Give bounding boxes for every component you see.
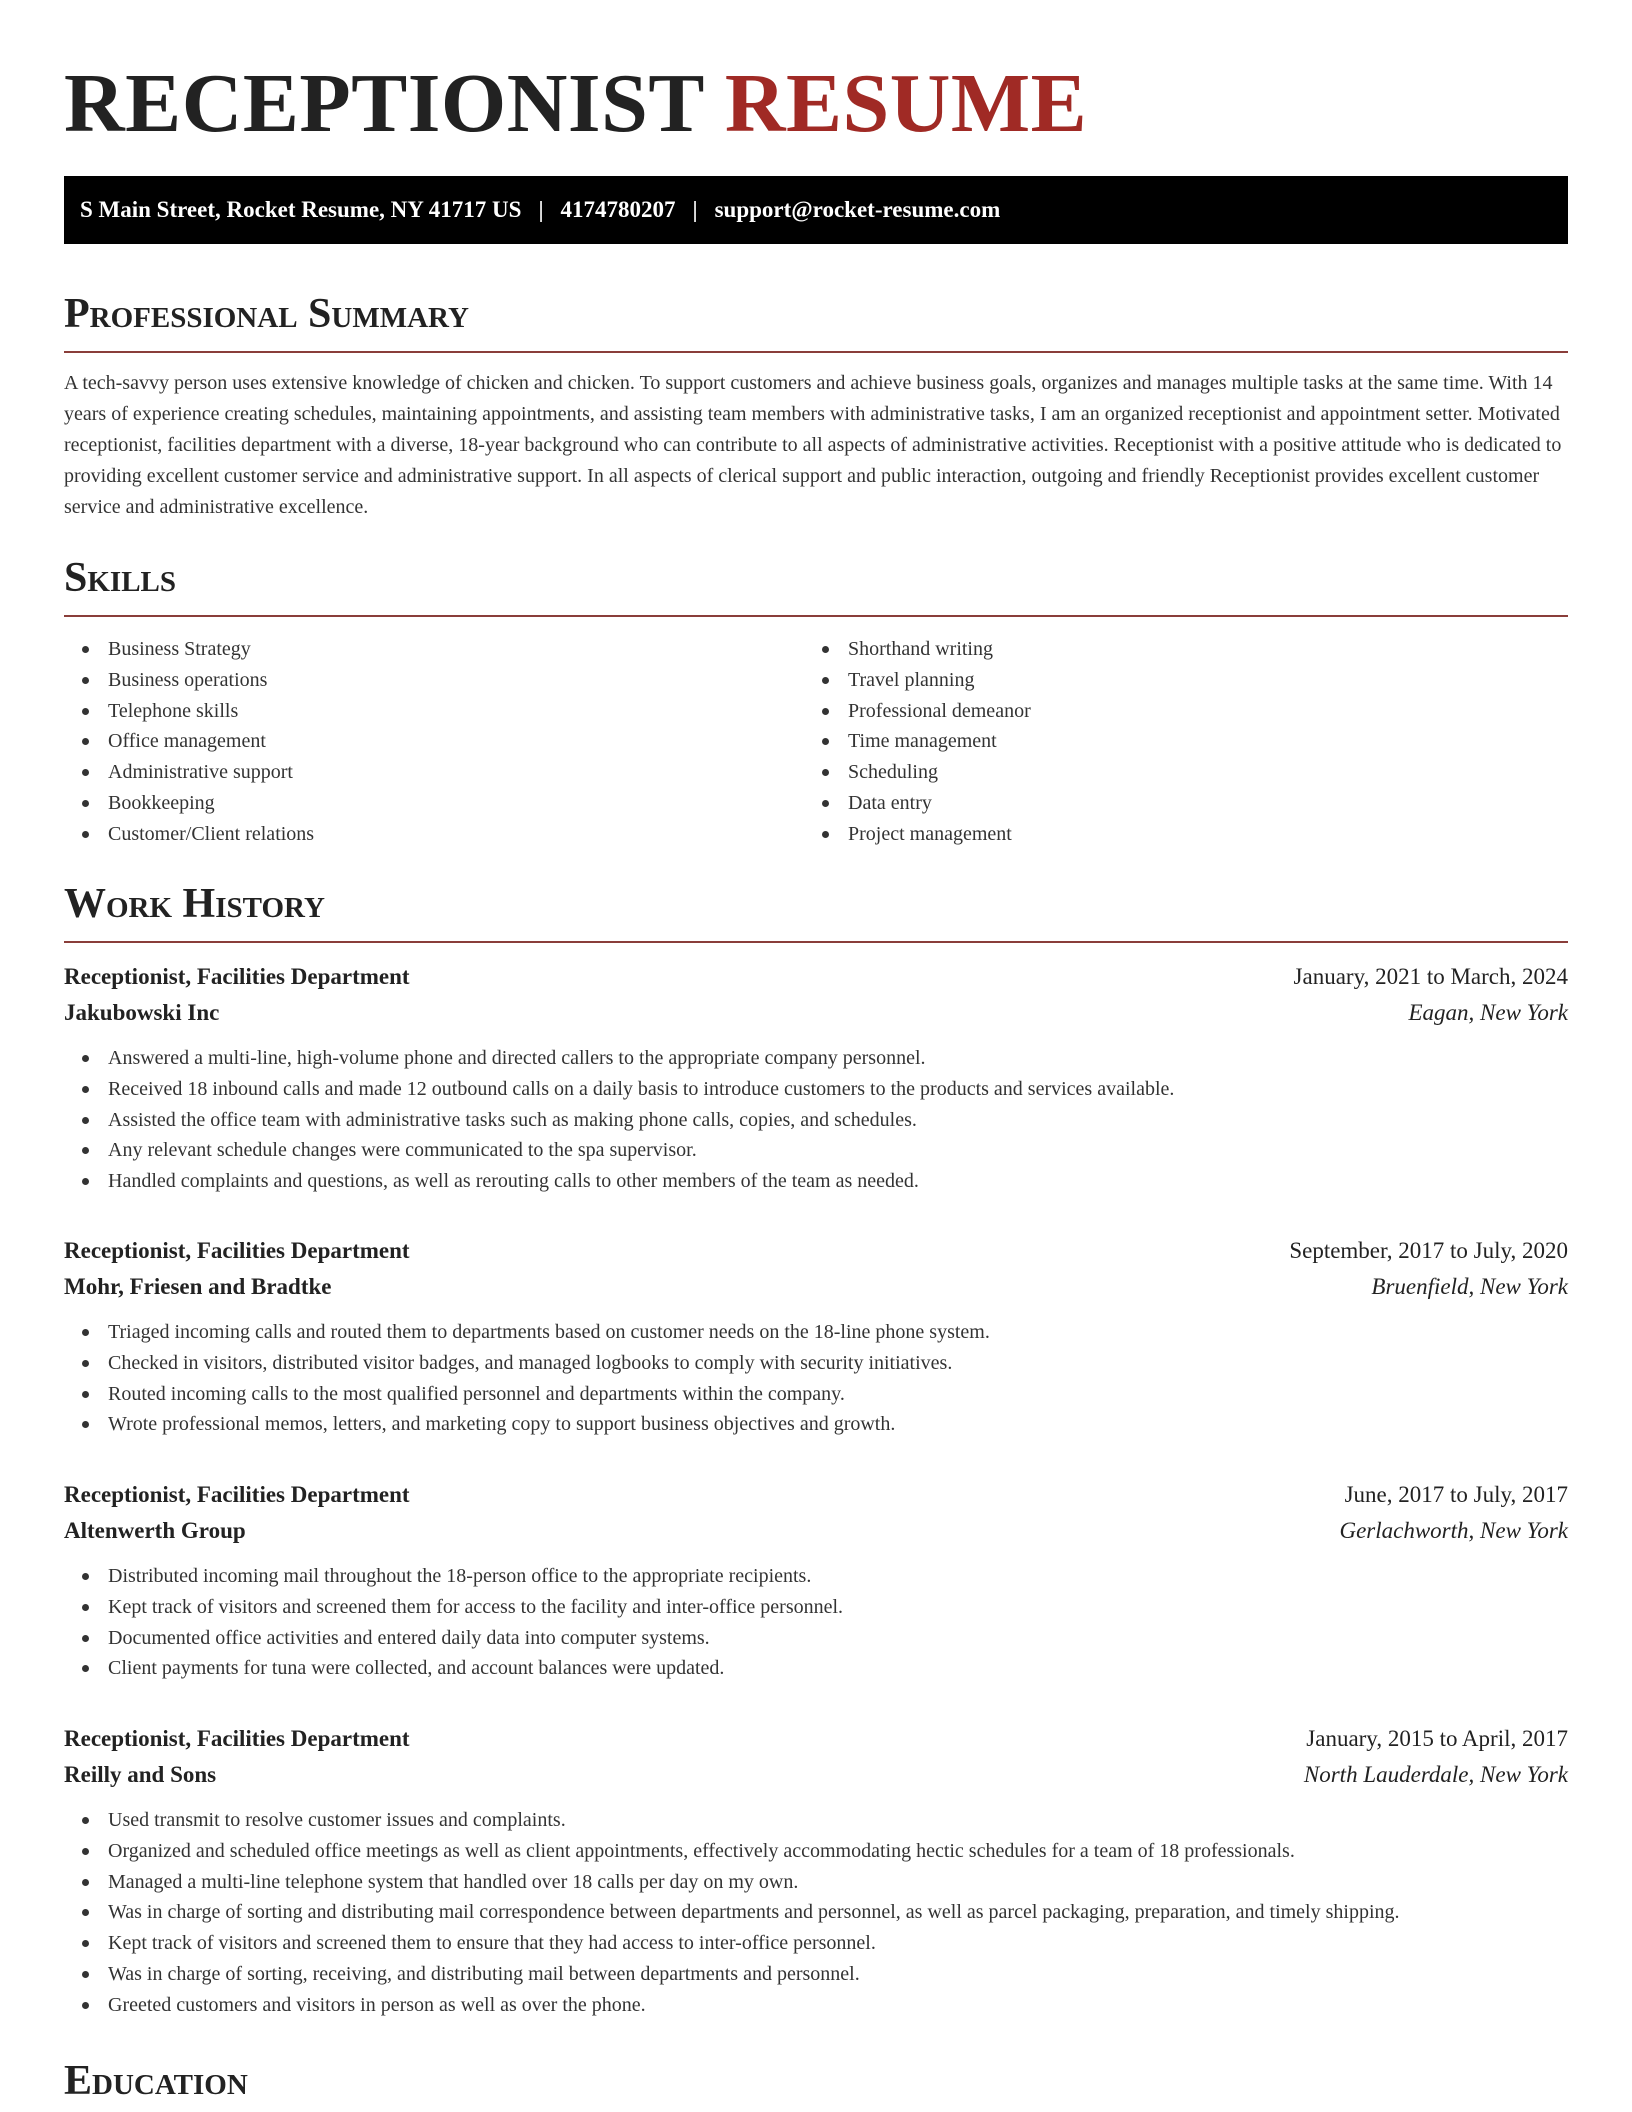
job-bullet: Received 18 inbound calls and made 12 outbound calls on a daily basis to introduce customers to the products and services available. (64, 1074, 1568, 1105)
skill-item: Business Strategy (64, 634, 804, 665)
contact-separator: | (538, 197, 544, 222)
skills-column-left (64, 634, 804, 850)
job-company: Reilly and Sons (64, 1762, 217, 1787)
job-company: Jakubowski Inc (64, 1000, 220, 1025)
title-part-1: RECEPTIONIST (64, 57, 704, 150)
job-bullet: Greeted customers and visitors in person as well as over the phone. (64, 1990, 1568, 2021)
job-bullet: Kept track of visitors and screened them to ensure that they had access to inter-office personnel. (64, 1928, 1568, 1959)
job-bullet: Wrote professional memos, letters, and marketing copy to support business objectives and growth. (64, 1409, 1568, 1440)
title-part-2: RESUME (724, 57, 1088, 150)
contact-phone[interactable]: 4174780207 (560, 197, 676, 222)
skill-item: Professional demeanor (804, 696, 1544, 727)
job-dates: January, 2021 to March, 2024 (1293, 964, 1568, 989)
skill-item: Travel planning (804, 665, 1544, 696)
job-subheader (64, 1269, 1568, 1305)
skills-heading: Skills (64, 555, 177, 601)
skill-item: Data entry (804, 788, 1544, 819)
job-bullets (64, 1317, 1568, 1440)
work-history-heading: Work History (64, 881, 325, 927)
job-company: Mohr, Friesen and Bradtke (64, 1274, 332, 1299)
job-bullet: Was in charge of sorting and distributing mail correspondence between departments and personnel, as well as parcel packaging, preparation, and timely shipping. (64, 1897, 1568, 1928)
skills-list (64, 634, 1568, 850)
section-divider (64, 351, 1568, 353)
contact-bar (64, 176, 1568, 244)
contact-address: S Main Street, Rocket Resume, NY 41717 US (80, 197, 522, 222)
job-title: Receptionist, Facilities Department (64, 964, 410, 989)
contact-separator: | (692, 197, 698, 222)
skill-item: Customer/Client relations (64, 819, 804, 850)
job-subheader (64, 1513, 1568, 1549)
job-header (64, 1233, 1568, 1269)
job-bullet: Any relevant schedule changes were communicated to the spa supervisor. (64, 1135, 1568, 1166)
job-entry (64, 1233, 1568, 1440)
skill-item: Shorthand writing (804, 634, 1544, 665)
job-bullet: Client payments for tuna were collected, and account balances were updated. (64, 1653, 1568, 1684)
job-bullet: Used transmit to resolve customer issues and complaints. (64, 1805, 1568, 1836)
job-subheader (64, 995, 1568, 1031)
job-bullets (64, 1561, 1568, 1684)
job-bullet: Documented office activities and entered daily data into computer systems. (64, 1623, 1568, 1654)
job-bullet: Managed a multi-line telephone system that handled over 18 calls per day on my own. (64, 1867, 1568, 1898)
job-bullets (64, 1805, 1568, 2021)
job-header (64, 1477, 1568, 1513)
resume-title (64, 56, 1087, 152)
skill-item: Project management (804, 819, 1544, 850)
summary-text: A tech-savvy person uses extensive knowledge of chicken and chicken. To support customers and achieve business goals, organizes and manages multiple tasks at the same time. With 14 years of experience creating schedules, maintaining appointments, and assisting team members with administrative tasks, I am an organized receptionist and appointment setter. Motivated receptionist, facilities department with a diverse, 18-year background who can contribute to all aspects of administrative activities. Receptionist with a positive attitude who is dedicated to providing excellent customer service and administrative support. In all aspects of clerical support and public interaction, outgoing and friendly Receptionist provides excellent customer service and administrative excellence. (64, 372, 1562, 518)
job-bullet: Kept track of visitors and screened them for access to the facility and inter-office personnel. (64, 1592, 1568, 1623)
job-bullet: Distributed incoming mail throughout the 18-person office to the appropriate recipients. (64, 1561, 1568, 1592)
job-title: Receptionist, Facilities Department (64, 1726, 410, 1751)
job-title: Receptionist, Facilities Department (64, 1238, 410, 1263)
section-divider (64, 941, 1568, 943)
job-company: Altenwerth Group (64, 1518, 246, 1543)
section-divider (64, 615, 1568, 617)
summary-heading: Professional Summary (64, 291, 469, 337)
skill-item: Business operations (64, 665, 804, 696)
education-heading: Education (64, 2058, 248, 2104)
job-bullet: Was in charge of sorting, receiving, and distributing mail between departments and personnel. (64, 1959, 1568, 1990)
job-bullet: Answered a multi-line, high-volume phone and directed callers to the appropriate company personnel. (64, 1043, 1568, 1074)
skills-column-right (804, 634, 1544, 850)
job-dates: January, 2015 to April, 2017 (1306, 1726, 1568, 1751)
skill-item: Administrative support (64, 757, 804, 788)
job-bullet: Assisted the office team with administrative tasks such as making phone calls, copies, and schedules. (64, 1105, 1568, 1136)
job-header (64, 959, 1568, 995)
job-header (64, 1721, 1568, 1757)
job-bullet: Organized and scheduled office meetings as well as client appointments, effectively accommodating hectic schedules for a team of 18 professionals. (64, 1836, 1568, 1867)
skill-item: Scheduling (804, 757, 1544, 788)
job-dates: June, 2017 to July, 2017 (1344, 1482, 1568, 1507)
job-entry (64, 959, 1568, 1197)
job-entry (64, 1477, 1568, 1684)
skill-item: Bookkeeping (64, 788, 804, 819)
job-subheader (64, 1757, 1568, 1793)
job-bullet: Checked in visitors, distributed visitor badges, and managed logbooks to comply with security initiatives. (64, 1348, 1568, 1379)
job-dates: September, 2017 to July, 2020 (1289, 1238, 1568, 1263)
job-title: Receptionist, Facilities Department (64, 1482, 410, 1507)
job-location: Gerlachworth, New York (1339, 1518, 1568, 1543)
skill-item: Telephone skills (64, 696, 804, 727)
contact-email[interactable]: support@rocket-resume.com (714, 197, 1001, 222)
job-bullet: Triaged incoming calls and routed them to departments based on customer needs on the 18-line phone system. (64, 1317, 1568, 1348)
job-location: North Lauderdale, New York (1303, 1762, 1568, 1787)
job-bullets (64, 1043, 1568, 1197)
skill-item: Office management (64, 726, 804, 757)
job-entry (64, 1721, 1568, 2021)
job-location: Eagan, New York (1408, 1000, 1568, 1025)
job-bullet: Routed incoming calls to the most qualified personnel and departments within the company. (64, 1379, 1568, 1410)
job-location: Bruenfield, New York (1371, 1274, 1568, 1299)
job-bullet: Handled complaints and questions, as well as rerouting calls to other members of the team as needed. (64, 1166, 1568, 1197)
skill-item: Time management (804, 726, 1544, 757)
